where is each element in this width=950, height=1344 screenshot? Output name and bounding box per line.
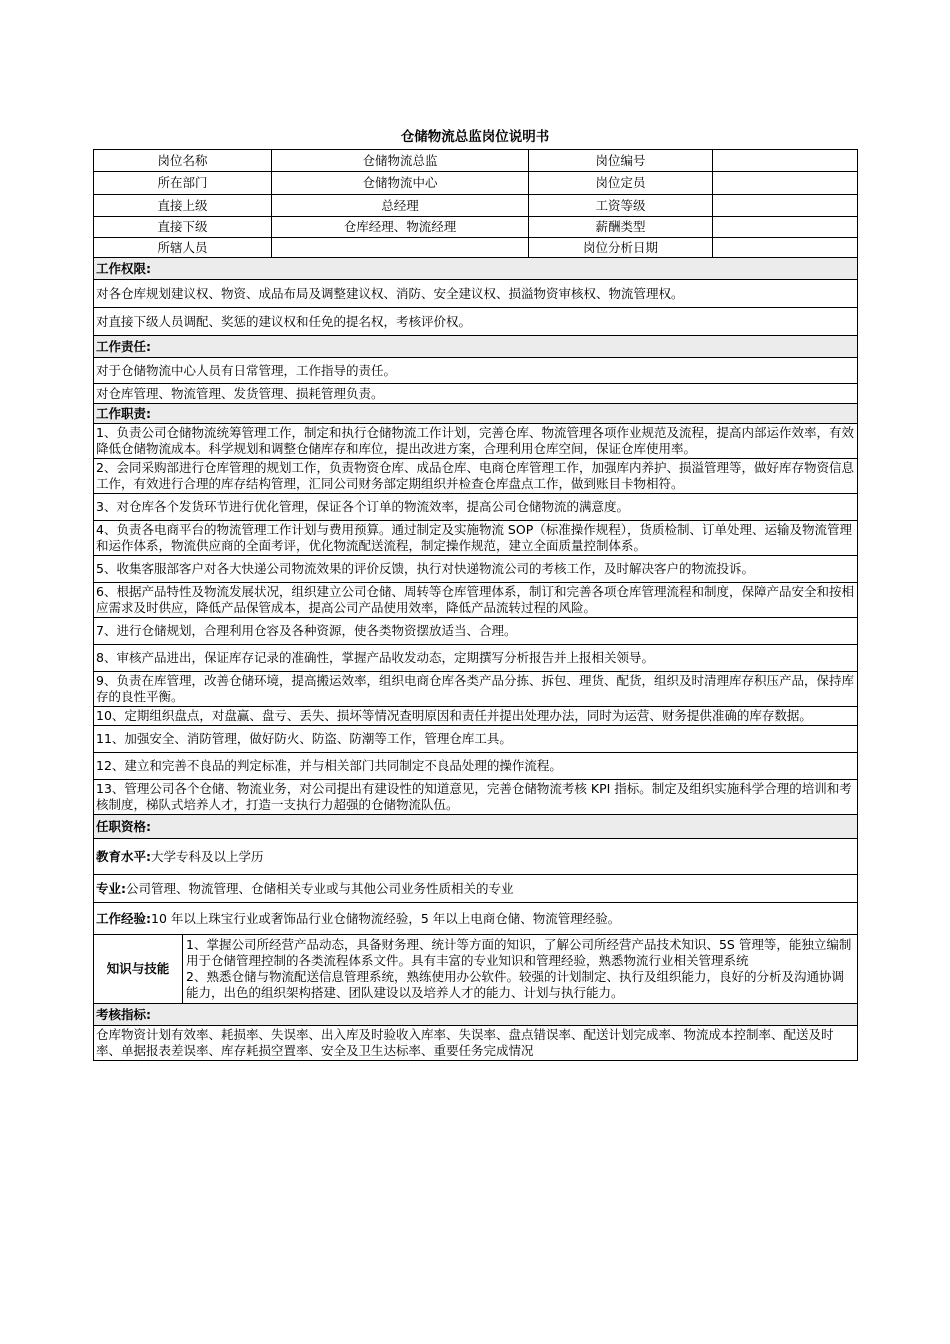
subordinate-value: 仓库经理、物流经理: [272, 217, 529, 238]
analysis-date-label: 岗位分析日期: [529, 238, 713, 258]
analysis-date-value: [713, 238, 858, 258]
skills-item: 1、掌握公司所经营产品动态，具备财务理、统计等方面的知识，了解公司所经营产品技术知识、5S 管理等，能独立编制用于仓储管理控制的各类流程体系文件。具有丰富的专业知识和管理经验，熟悉物流行业相关管理系统: [186, 937, 852, 968]
duty-row: [94, 726, 858, 753]
info-row: [94, 238, 858, 258]
info-row: [94, 150, 858, 172]
subordinate-label: 直接下级: [94, 217, 272, 238]
dept-label: 所在部门: [94, 172, 272, 195]
major-label: 专业:: [96, 880, 126, 896]
duty-row: [94, 583, 858, 618]
info-row: [94, 195, 858, 217]
salary-grade-value: [713, 195, 858, 217]
section-header: [94, 1004, 858, 1026]
duty-item: 10、定期组织盘点，对盘赢、盘亏、丢失、损坏等情况查明原因和责任并提出处理办法，同时为运营、财务提供准确的库存数据。: [94, 707, 858, 726]
info-row: [94, 217, 858, 238]
major-row: [94, 875, 858, 903]
position-no-label: 岗位编号: [529, 150, 713, 172]
authority-row: [94, 308, 858, 336]
duty-item: 11、加强安全、消防管理，做好防火、防盗、防潮等工作，管理仓库工具。: [94, 726, 858, 753]
responsibility-row: [94, 384, 858, 404]
authority-item: 对各仓库规划建议权、物资、成品布局及调整建议权、消防、安全建议权、损溢物资审核权、物流管理权。: [94, 280, 858, 308]
authority-row: [94, 280, 858, 308]
duty-item: 4、负责各电商平台的物流管理工作计划与费用预算。通过制定及实施物流 SOP（标准操作规程），货质检制、订单处理、运输及物流管理和运作体系，物流供应商的全面考评，优化物流配送流程，制定操作规范，建立全面质量控制体系。: [94, 521, 858, 556]
duty-row: [94, 521, 858, 556]
duty-item: 2、会同采购部进行仓库管理的规划工作，负责物资仓库、成品仓库、电商仓库管理工作，加强库内养护、损溢管理等，做好库存物资信息工作，有效进行合理的库存结构管理，汇同公司财务部定期组织并检查仓库盘点工作，做到账目卡物相符。: [94, 459, 858, 494]
duty-item: 7、进行仓储规划，合理利用仓容及各种资源，使各类物资摆放适当、合理。: [94, 618, 858, 645]
dept-value: 仓储物流中心: [272, 172, 529, 195]
section-header: [94, 404, 858, 424]
skills-label: 知识与技能: [94, 935, 183, 1004]
duty-item: 12、建立和完善不良品的判定标准，并与相关部门共同制定不良品处理的操作流程。: [94, 753, 858, 780]
headcount-label: 岗位定员: [529, 172, 713, 195]
authority-item: 对直接下级人员调配、奖惩的建议权和任免的提名权，考核评价权。: [94, 308, 858, 336]
section-header: [94, 815, 858, 839]
duty-row: [94, 494, 858, 521]
experience-row: [94, 903, 858, 935]
section-header: [94, 336, 858, 358]
job-description-table: [93, 149, 858, 1061]
duty-row: [94, 618, 858, 645]
skills-cell: [183, 935, 858, 1004]
superior-label: 直接上级: [94, 195, 272, 217]
duties-heading: 工作职责:: [94, 404, 858, 424]
salary-grade-label: 工资等级: [529, 195, 713, 217]
qualification-heading: 任职资格:: [94, 815, 858, 839]
position-name-label: 岗位名称: [94, 150, 272, 172]
position-no-value: [713, 150, 858, 172]
pay-type-label: 薪酬类型: [529, 217, 713, 238]
duty-item: 8、审核产品进出，保证库存记录的准确性，掌握产品收发动态，定期撰写分析报告并上报相关领导。: [94, 645, 858, 672]
responsibility-heading: 工作责任:: [94, 336, 858, 358]
experience-value: 10 年以上珠宝行业或奢饰品行业仓储物流经验，5 年以上电商仓储、物流管理经验。: [151, 910, 621, 926]
superior-value: 总经理: [272, 195, 529, 217]
duty-item: 5、收集客服部客户对各大快递公司物流效果的评价反馈，执行对快递物流公司的考核工作，及时解决客户的物流投诉。: [94, 556, 858, 583]
kpi-heading: 考核指标:: [94, 1004, 858, 1026]
duty-item: 6、根据产品特性及物流发展状况，组织建立公司仓储、周转等仓库管理体系，制订和完善各项仓库管理流程和制度，保障产品安全和按相应需求及时供应，降低产品保管成本，提高公司产品使用效率，降低产品流转过程的风险。: [94, 583, 858, 618]
skills-row: [94, 935, 858, 1004]
responsibility-row: [94, 358, 858, 384]
info-row: [94, 172, 858, 195]
headcount-value: [713, 172, 858, 195]
duty-item: 9、负责在库管理，改善仓储环境，提高搬运效率，组织电商仓库各类产品分拣、拆包、理货、配货，组织及时清理库存积压产品，保持库存的良性平衡。: [94, 672, 858, 707]
education-value: 大学专科及以上学历: [151, 848, 264, 864]
duty-row: [94, 459, 858, 494]
pay-type-value: [713, 217, 858, 238]
major-value: 公司管理、物流管理、仓储相关专业或与其他公司业务性质相关的专业: [126, 880, 514, 896]
duty-item: 3、对仓库各个发货环节进行优化管理，保证各个订单的物流效率，提高公司仓储物流的满意度。: [94, 494, 858, 521]
duty-row: [94, 780, 858, 815]
experience-label: 工作经验:: [96, 910, 151, 926]
duty-row: [94, 672, 858, 707]
skills-item: 2、熟悉仓储与物流配送信息管理系统，熟练使用办公软件。较强的计划制定、执行及组织能力，良好的分析及沟通协调能力，出色的组织架构搭建、团队建设以及培养人才的能力、计划与执行能力。: [186, 969, 844, 1000]
duty-item: 13、管理公司各个仓储、物流业务，对公司提出有建设性的知道意见，完善仓储物流考核 KPI 指标。制定及组织实施科学合理的培训和考核制度，梯队式培养人才，打造一支执行力超强的仓储物流队伍。: [94, 780, 858, 815]
document-title: 仓储物流总监岗位说明书: [400, 129, 550, 145]
kpi-text: 仓库物资计划有效率、耗损率、失误率、出入库及时验收入库率、失误率、盘点错误率、配送计划完成率、物流成本控制率、配送及时率、单据报表差误率、库存耗损空置率、安全及卫生达标率、重要任务完成情况: [94, 1026, 858, 1061]
duty-row: [94, 645, 858, 672]
staff-label: 所辖人员: [94, 238, 272, 258]
duty-item: 1、负责公司仓储物流统筹管理工作，制定和执行仓储物流工作计划，完善仓库、物流管理各项作业规范及流程，提高内部运作效率，有效降低仓储物流成本。科学规划和调整仓储库存和库位，提出改进方案，合理利用仓库空间，保证仓库使用率。: [94, 424, 858, 459]
responsibility-item: 对于仓储物流中心人员有日常管理，工作指导的责任。: [94, 358, 858, 384]
staff-value: [272, 238, 529, 258]
responsibility-item: 对仓库管理、物流管理、发货管理、损耗管理负责。: [94, 384, 858, 404]
section-header: [94, 258, 858, 280]
duty-row: [94, 556, 858, 583]
education-label: 教育水平:: [96, 848, 151, 864]
duty-row: [94, 707, 858, 726]
duty-row: [94, 753, 858, 780]
authority-heading: 工作权限:: [94, 258, 858, 280]
kpi-row: [94, 1026, 858, 1061]
duty-row: [94, 424, 858, 459]
position-name-value: 仓储物流总监: [272, 150, 529, 172]
education-row: [94, 839, 858, 875]
